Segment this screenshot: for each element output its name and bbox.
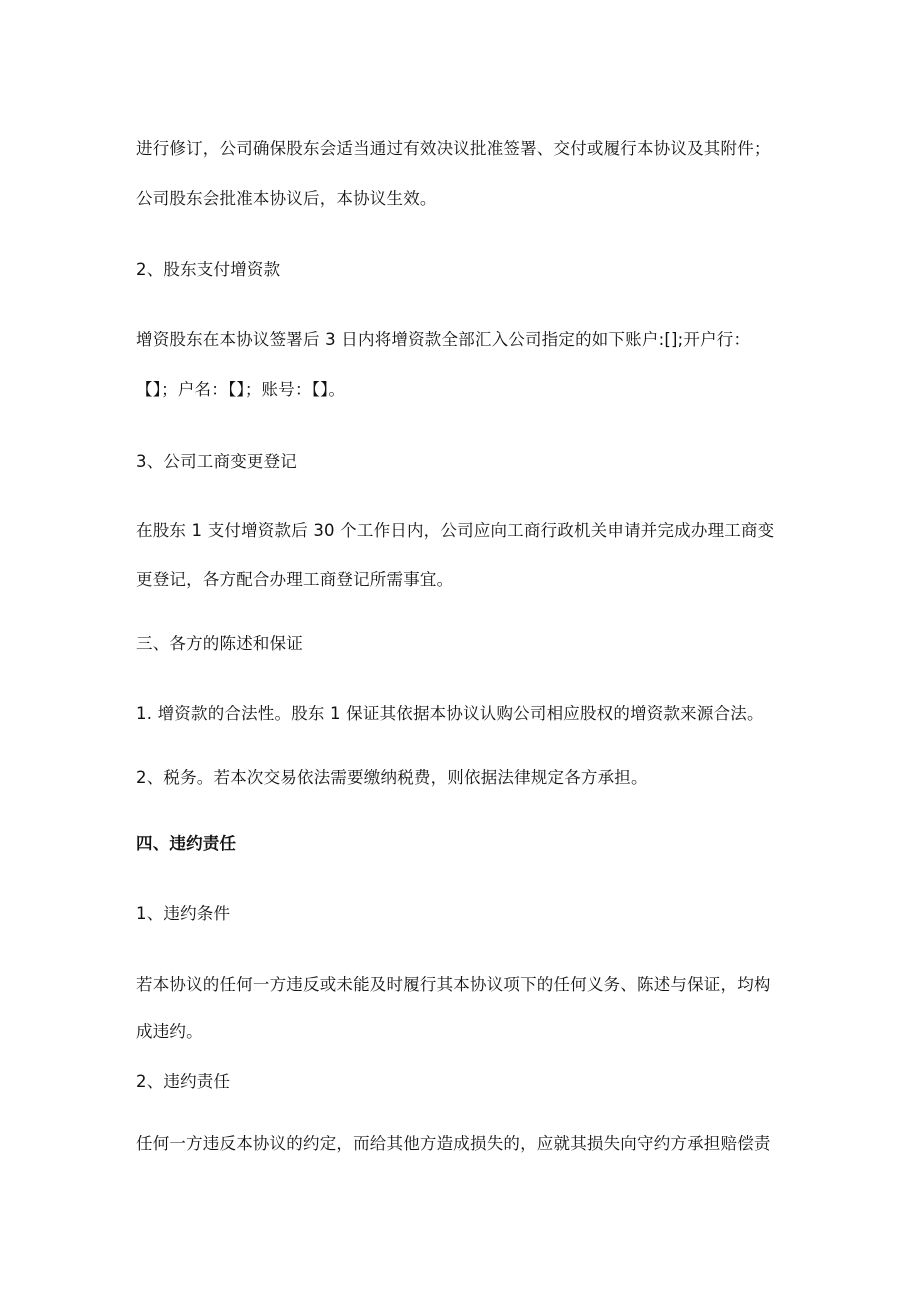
- paragraph-line: 在股东 1 支付增资款后 30 个工作日内，公司应向工商行政机关申请并完成办理工商变: [136, 521, 775, 540]
- chapter-heading: 四、违约责任: [136, 834, 237, 853]
- paragraph-line: 公司股东会批准本协议后，本协议生效。: [136, 189, 437, 208]
- chapter-heading: 三、各方的陈述和保证: [136, 634, 303, 653]
- paragraph-line: 1. 增资款的合法性。股东 1 保证其依据本协议认购公司相应股权的增资款来源合法。: [136, 704, 764, 723]
- paragraph-line: 若本协议的任何一方违反或未能及时履行其本协议项下的任何义务、陈述与保证，均构: [136, 975, 771, 994]
- section-heading: 2、股东支付增资款: [136, 260, 281, 279]
- paragraph-line: 【】；户名：【】；账号：【】。: [136, 380, 346, 399]
- section-heading: 1、违约条件: [136, 904, 231, 923]
- section-heading: 3、公司工商变更登记: [136, 452, 297, 471]
- paragraph-line: 增资股东在本协议签署后 3 日内将增资款全部汇入公司指定的如下账户:[];开户行：: [136, 330, 751, 349]
- paragraph-line: 任何一方违反本协议的约定，而给其他方造成损失的，应就其损失向守约方承担赔偿责: [136, 1134, 771, 1153]
- paragraph-line: 更登记，各方配合办理工商登记所需事宜。: [136, 570, 454, 589]
- paragraph-line: 进行修订，公司确保股东会适当通过有效决议批准签署、交付或履行本协议及其附件；: [136, 139, 771, 158]
- paragraph-line: 2、税务。若本次交易依法需要缴纳税费，则依据法律规定各方承担。: [136, 768, 648, 787]
- section-heading: 2、违约责任: [136, 1072, 231, 1091]
- paragraph-line: 成违约。: [136, 1022, 203, 1041]
